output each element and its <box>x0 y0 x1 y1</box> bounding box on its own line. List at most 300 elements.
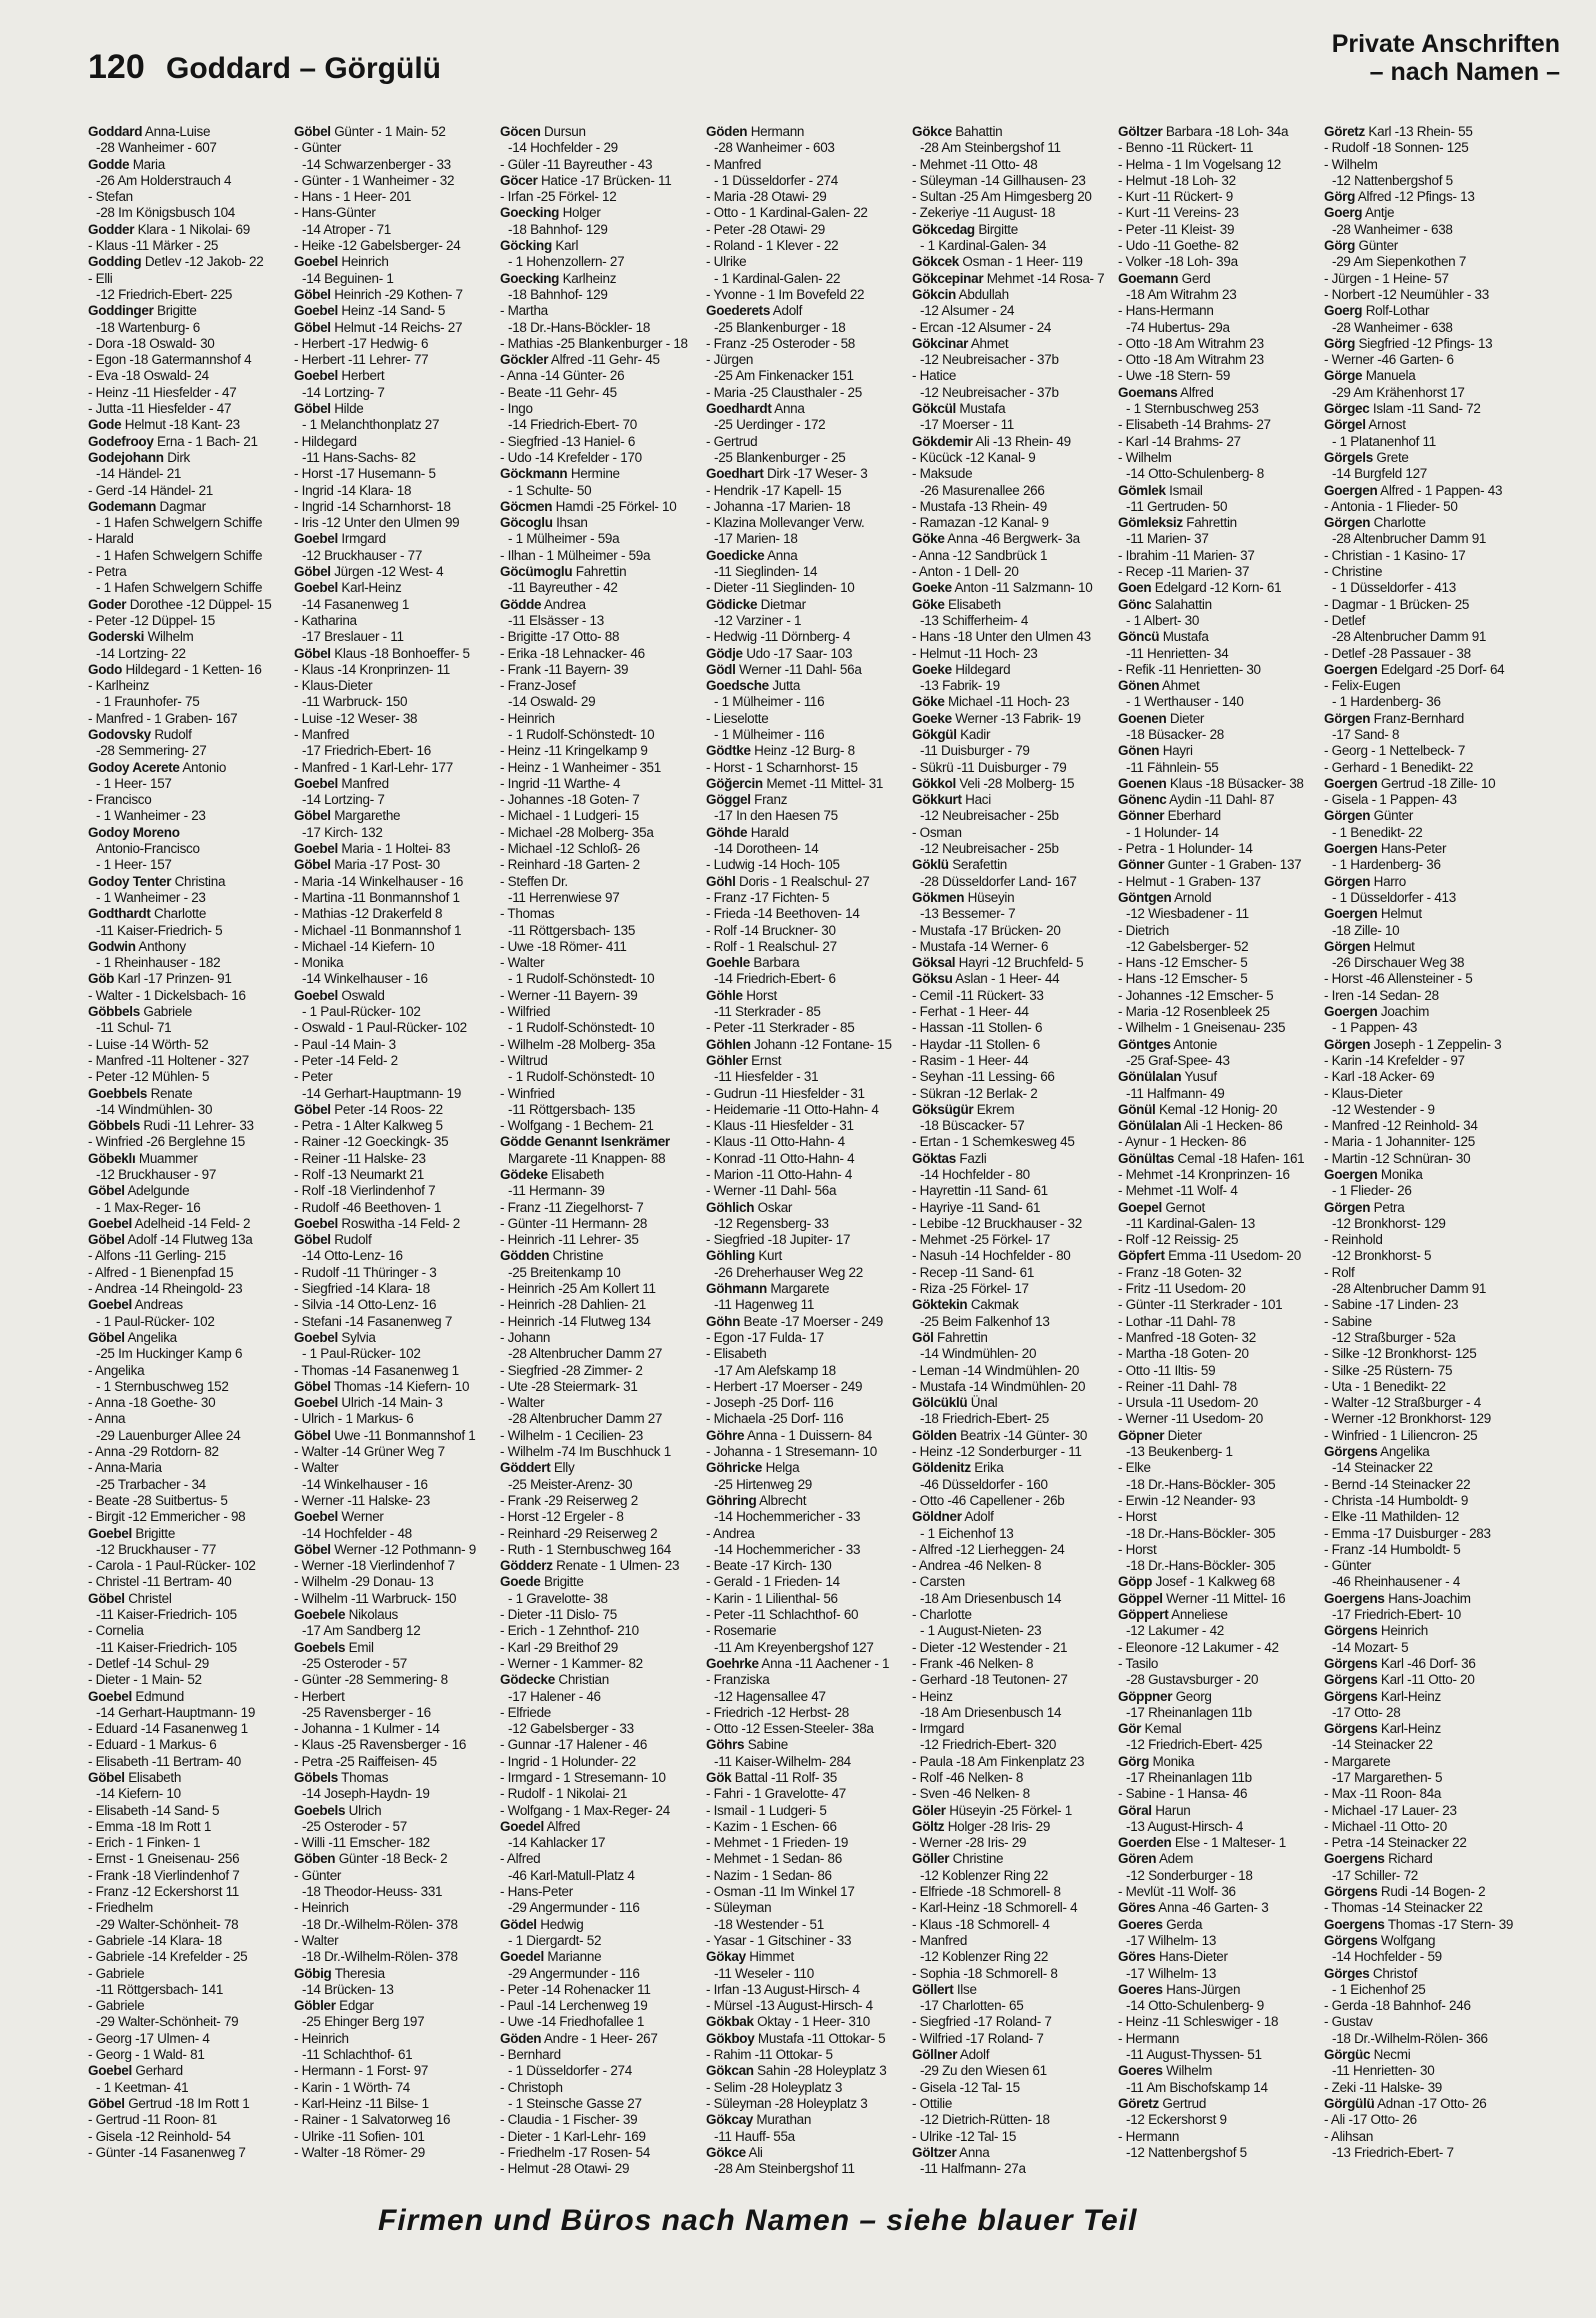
directory-entry: - Maria - 1 Johanniter- 125 <box>1324 1134 1475 1150</box>
directory-entry: -11 Hans-Sachs- 82 <box>302 449 416 465</box>
directory-entry: - 1 Düsseldorfer - 413 <box>1332 580 1456 596</box>
directory-entry: - Hermann <box>1118 2030 1180 2046</box>
directory-entry: - Recep -11 Sand- 61 <box>912 1264 1035 1280</box>
directory-entry: - 1 Rudolf-Schönstedt- 10 <box>508 1069 655 1085</box>
directory-entry: -13 Schifferheim- 4 <box>920 612 1029 628</box>
directory-entry: Goederets Adolf <box>706 303 803 319</box>
directory-entry: - Otto -46 Capellener - 26b <box>912 1492 1065 1508</box>
directory-entry: - Frank -11 Bayern- 39 <box>500 661 629 677</box>
directory-entry: -14 Gerhart-Hauptmann- 19 <box>96 1704 256 1720</box>
directory-entry: - Angelika <box>88 1362 145 1378</box>
directory-entry: Göhring Albrecht <box>706 1492 807 1508</box>
directory-entry: -11 Henrietten- 34 <box>1126 645 1229 661</box>
directory-entry: -11 Kardinal-Galen- 13 <box>1126 1215 1255 1231</box>
directory-entry: - Karl-Heinz -18 Schmorell- 4 <box>912 1900 1078 1916</box>
directory-entry: -46 Rheinhausener - 4 <box>1332 1574 1461 1590</box>
directory-entry: - Gisela - 1 Pappen- 43 <box>1324 792 1457 808</box>
directory-entry: - Anna <box>88 1411 126 1427</box>
directory-entry: Gören Adem <box>1118 1851 1194 1867</box>
directory-entry: - Mustafa -13 Rhein- 49 <box>912 498 1047 514</box>
directory-entry: - Manfred - 1 Graben- 167 <box>88 710 238 726</box>
directory-entry: Gönülalan Yusuf <box>1118 1069 1217 1085</box>
directory-entry: - Mehmet -25 Förkel- 17 <box>912 1232 1050 1248</box>
directory-entry: Görgens Rudi -14 Bogen- 2 <box>1324 1884 1486 1900</box>
directory-entry: -28 Altenbrucher Damm 27 <box>508 1346 663 1362</box>
directory-entry: - Klaus-Dieter <box>294 678 373 694</box>
directory-entry: - Christa -14 Humboldt- 9 <box>1324 1492 1469 1508</box>
directory-entry: Görgec Islam -11 Sand- 72 <box>1324 401 1481 417</box>
directory-entry: -29 Zu den Wiesen 61 <box>920 2063 1047 2079</box>
directory-entry: - 1 Flieder- 26 <box>1332 1183 1412 1199</box>
directory-entry: - 1 Schulte- 50 <box>508 482 592 498</box>
directory-entry: Göldner Adolf <box>912 1509 994 1525</box>
directory-entry: Göler Hüseyin -25 Förkel- 1 <box>912 1802 1072 1818</box>
directory-entry: - Walter <box>500 955 545 971</box>
directory-entry: - Werner -18 Vierlindenhof 7 <box>294 1558 455 1574</box>
directory-entry: - Irfan -25 Förkel- 12 <box>500 189 617 205</box>
directory-entry: Göncü Mustafa <box>1118 629 1209 645</box>
directory-entry: - Rainer - 1 Salvatorweg 16 <box>294 2112 451 2128</box>
directory-entry: - Reiner -11 Dahl- 78 <box>1118 1378 1237 1394</box>
directory-entry: - Egon -17 Fulda- 17 <box>706 1329 824 1345</box>
directory-entry: - Heinrich -11 Lehrer- 35 <box>500 1232 639 1248</box>
directory-entry: - Andrea -14 Rheingold- 23 <box>88 1281 243 1297</box>
directory-entry: Goder Dorothee -12 Düppel- 15 <box>88 596 272 612</box>
directory-entry: - Erwin -12 Neander- 93 <box>1118 1492 1256 1508</box>
directory-entry: Goenen Klaus -18 Büsacker- 38 <box>1118 775 1304 791</box>
directory-entry: - Peter -28 Otawi- 29 <box>706 221 825 237</box>
directory-entry: - Udo -14 Krefelder - 170 <box>500 449 642 465</box>
directory-entry: - Ursula -11 Usedom- 20 <box>1118 1395 1258 1411</box>
directory-entry: Göhre Anna - 1 Duissern- 84 <box>706 1427 872 1443</box>
directory-entry: Göppel Werner -11 Mittel- 16 <box>1118 1590 1286 1606</box>
directory-entry: - Michael -11 Bonmannshof 1 <box>294 922 462 938</box>
directory-entry: - Cornelia <box>88 1623 144 1639</box>
directory-entry: -12 Nattenbergshof 5 <box>1126 2144 1247 2160</box>
directory-entry: - Johann <box>500 1329 551 1345</box>
directory-entry: - Rosemarie <box>706 1623 777 1639</box>
directory-entry: - Walter -18 Römer- 29 <box>294 2144 425 2160</box>
directory-entry: - Frank -29 Reiserweg 2 <box>500 1492 638 1508</box>
directory-entry: - Reinhard -18 Garten- 2 <box>500 857 640 873</box>
directory-entry: - Ali -17 Otto- 26 <box>1324 2112 1417 2128</box>
directory-entry: - Wilfried -17 Roland- 7 <box>912 2030 1044 2046</box>
directory-entry: -14 Hochfelder - 48 <box>302 1525 412 1541</box>
directory-entry: Göden Hermann <box>706 124 805 139</box>
directory-entry: Godoy Acerete Antonio <box>88 759 227 775</box>
directory-entry: - Alfred -12 Lierheggen- 24 <box>912 1541 1065 1557</box>
directory-entry: Goebel Sylvia <box>294 1329 376 1345</box>
directory-entry: - Emma -17 Duisburger - 283 <box>1324 1525 1491 1541</box>
directory-entry: Göhlich Oskar <box>706 1199 793 1215</box>
directory-entry: Göretz Karl -13 Rhein- 55 <box>1324 124 1473 139</box>
directory-entry: - Sükran -12 Berlak- 2 <box>912 1085 1038 1101</box>
directory-entry: - Rolf -12 Reissig- 25 <box>1118 1232 1239 1248</box>
directory-entry: -12 Friedrich-Ebert- 425 <box>1126 1737 1263 1753</box>
directory-entry: Gökdemir Ali -13 Rhein- 49 <box>912 433 1071 449</box>
directory-entry: -17 In den Haesen 75 <box>714 808 838 824</box>
directory-entry: -11 Kaiser-Friedrich- 105 <box>96 1639 237 1655</box>
directory-entry: - Peter -12 Düppel- 15 <box>88 612 215 628</box>
directory-entry: - 1 Rudolf-Schönstedt- 10 <box>508 971 655 987</box>
directory-entry: - Herbert -11 Lehrer- 77 <box>294 352 429 368</box>
directory-entry: - Franz -25 Osteroder - 58 <box>706 335 856 351</box>
directory-entry: - Rolf -14 Bruckner- 30 <box>706 922 836 938</box>
directory-entry: Goecking Holger <box>500 205 601 221</box>
directory-entry: - Wolfgang - 1 Bechem- 21 <box>500 1118 654 1134</box>
directory-entry: Göbbels Gabriele <box>88 1004 192 1020</box>
directory-entry: - Andrea <box>706 1525 755 1541</box>
directory-entry: - Elisabeth -14 Sand- 5 <box>88 1802 220 1818</box>
directory-entry: - Dieter - 1 Main- 52 <box>88 1672 202 1688</box>
directory-entry: - Heinz -11 Kringelkamp 9 <box>500 743 648 759</box>
directory-entry: Göllert Ilse <box>912 1981 977 1997</box>
directory-entry: - Hayriye -11 Sand- 61 <box>912 1199 1041 1215</box>
directory-entry: - Roland - 1 Klever - 22 <box>706 238 839 254</box>
directory-entry: Gönner Eberhard <box>1118 808 1221 824</box>
directory-entry: - 1 Steinsche Gasse 27 <box>508 2095 642 2111</box>
directory-entry: - Lebibe -12 Bruckhauser - 32 <box>912 1215 1082 1231</box>
directory-entry: - Lieselotte <box>706 710 769 726</box>
directory-entry: - Irmgard - 1 Stresemann- 10 <box>500 1769 666 1785</box>
directory-entry: - Johanna -17 Marien- 18 <box>706 498 851 514</box>
directory-entry: Gönc Salahattin <box>1118 596 1212 612</box>
directory-entry: -17 Am Sandberg 12 <box>302 1623 421 1639</box>
directory-entry: Goebel Karl-Heinz <box>294 580 402 596</box>
directory-entry: Gödtke Heinz -12 Burg- 8 <box>706 743 855 759</box>
directory-entry: Göhler Ernst <box>706 1052 782 1068</box>
directory-entry: Goedicke Anna <box>706 547 798 563</box>
directory-entry: -25 Ehinger Berg 197 <box>302 2014 425 2030</box>
directory-entry: Göbel Gertrud -18 Im Rott 1 <box>88 2095 250 2111</box>
directory-entry: -11 Röttgersbach- 135 <box>508 922 636 938</box>
directory-entry: - Klaus -11 Hiesfelder - 31 <box>706 1118 854 1134</box>
directory-entry: Göcoglu Ihsan <box>500 515 588 531</box>
directory-entry: - Ramazan -12 Kanal- 9 <box>912 515 1049 531</box>
directory-entry: - Klaus -11 Märker - 25 <box>88 238 219 254</box>
directory-entry: - Walter -14 Grüner Weg 7 <box>294 1444 445 1460</box>
directory-entry: - Seyhan -11 Lessing- 66 <box>912 1069 1055 1085</box>
directory-entry: - Dagmar - 1 Brücken- 25 <box>1324 596 1470 612</box>
directory-entry: - Michael - 1 Ludgeri- 15 <box>500 808 639 824</box>
directory-entry: - Wilfried <box>500 1004 551 1020</box>
directory-entry: -17 Breslauer - 11 <box>302 629 404 645</box>
directory-entry: Görgülü Adnan -17 Otto- 26 <box>1324 2095 1487 2111</box>
directory-entry: - Martin -12 Schnüran- 30 <box>1324 1150 1471 1166</box>
directory-entry: -11 Kaiser-Friedrich- 105 <box>96 1607 237 1623</box>
directory-entry: - Ingrid - 1 Holunder- 22 <box>500 1753 636 1769</box>
directory-entry: - Margarete <box>1324 1753 1391 1769</box>
directory-entry: -11 Sterkrader - 85 <box>714 1004 821 1020</box>
directory-entry: - Michael -11 Otto- 20 <box>1324 1818 1447 1834</box>
directory-entry: Göbel Jürgen -12 West- 4 <box>294 564 444 580</box>
directory-entry: Gör Kemal <box>1118 1721 1182 1737</box>
directory-entry: - Franziska <box>706 1672 770 1688</box>
directory-entry: - Manfred - 1 Karl-Lehr- 177 <box>294 759 453 775</box>
directory-entry: - 1 Keetman- 41 <box>96 2079 189 2095</box>
directory-entry: Gode Helmut -18 Kant- 23 <box>88 417 240 433</box>
directory-entry: - Hendrik -17 Kapell- 15 <box>706 482 842 498</box>
directory-entry: Goergen Edelgard -25 Dorf- 64 <box>1324 661 1505 677</box>
directory-entry: - Werner -11 Usedom- 20 <box>1118 1411 1263 1427</box>
directory-entry: - Sabine - 1 Hansa- 46 <box>1118 1786 1248 1802</box>
directory-entry: -14 Otto-Lenz- 16 <box>302 1248 403 1264</box>
directory-entry: -25 Osteroder - 57 <box>302 1655 407 1671</box>
directory-entry: Göbeklı Muammer <box>88 1150 198 1166</box>
directory-entry: Göhde Harald <box>706 824 789 840</box>
directory-entry: Göbel Margarethe <box>294 808 401 824</box>
directory-entry: - 1 Düsseldorfer - 274 <box>714 172 838 188</box>
directory-entry: Goerg Rolf-Lothar <box>1324 303 1430 319</box>
directory-entry: -14 Brücken- 13 <box>302 1981 394 1997</box>
directory-entry: - Thomas -14 Fasanenweg 1 <box>294 1362 459 1378</box>
directory-entry: - Joseph -25 Dorf- 116 <box>706 1395 834 1411</box>
directory-entry: Göhmann Margarete <box>706 1281 830 1297</box>
directory-entry: Göbel Elisabeth <box>88 1769 182 1785</box>
directory-entry: - Peter -14 Feld- 2 <box>294 1052 398 1068</box>
directory-entry: Görgen Joseph - 1 Zeppelin- 3 <box>1324 1036 1502 1052</box>
directory-entry: - Gerd -14 Händel- 21 <box>88 482 214 498</box>
directory-entry: Görgens Karl-Heinz <box>1324 1688 1441 1704</box>
directory-entry: - 1 Hardenberg- 36 <box>1332 857 1441 873</box>
directory-entry: - Mehmet -14 Kronprinzen- 16 <box>1118 1167 1290 1182</box>
directory-entry: Gömlek Ismail <box>1118 482 1203 498</box>
directory-entry: - 1 Platanenhof 11 <box>1332 433 1436 449</box>
directory-entry: - Dieter -11 Sieglinden- 10 <box>706 580 855 596</box>
directory-entry: -13 Fabrik- 19 <box>920 678 1000 694</box>
directory-entry: - 1 Werthauser - 140 <box>1126 694 1244 710</box>
directory-entry: -11 Kaiser-Friedrich- 5 <box>96 922 223 938</box>
directory-entry: Göbel Helmut -14 Reichs- 27 <box>294 319 463 335</box>
directory-entry: - Siegfried -14 Klara- 18 <box>294 1281 430 1297</box>
directory-entry: -11 Bayreuther - 42 <box>508 580 618 596</box>
directory-entry: -13 August-Hirsch- 4 <box>1126 1818 1244 1834</box>
directory-entry: - Detlef -14 Schul- 29 <box>88 1655 209 1671</box>
directory-entry: - 1 Diergardt- 52 <box>508 1932 602 1948</box>
directory-entry: - Anton - 1 Dell- 20 <box>912 564 1019 580</box>
directory-entry: - Gertrud <box>706 433 758 449</box>
directory-entry: Gömleksiz Fahrettin <box>1118 515 1237 531</box>
directory-entry: - Otto - 1 Kardinal-Galen- 22 <box>706 205 868 221</box>
directory-entry: -14 Kiefern- 10 <box>96 1786 181 1802</box>
directory-entry: Görgens Karl-Heinz <box>1324 1721 1441 1737</box>
directory-entry: Goergen Gertrud -18 Zille- 10 <box>1324 775 1496 791</box>
directory-entry: -28 Im Königsbusch 104 <box>96 205 235 221</box>
directory-entry: -14 Hochfelder - 29 <box>508 140 618 156</box>
directory-entry: - Bernd -14 Steinacker 22 <box>1324 1476 1471 1492</box>
directory-entry: Gökbak Oktay - 1 Heer- 310 <box>706 2014 871 2030</box>
directory-entry: -12 Neubreisacher - 25b <box>920 841 1059 857</box>
directory-entry: Görgen Helmut <box>1324 938 1415 954</box>
directory-entry: - 1 Düsseldorfer - 413 <box>1332 889 1456 905</box>
directory-entry: - Carsten <box>912 1574 965 1590</box>
directory-entry: Göben Günter -18 Beck- 2 <box>294 1851 448 1867</box>
directory-entry: Göbel Hilde <box>294 401 364 417</box>
directory-entry: - Heidemarie -11 Otto-Hahn- 4 <box>706 1101 879 1117</box>
directory-entry: -18 Wartenburg- 6 <box>96 319 200 335</box>
directory-entry: - Karin -14 Krefelder - 97 <box>1324 1052 1465 1068</box>
directory-entry: Görgens Karl -46 Dorf- 36 <box>1324 1655 1476 1671</box>
directory-entry: - Süleyman -28 Holeyplatz 3 <box>706 2095 868 2111</box>
directory-entry: -28 Düsseldorfer Land- 167 <box>920 873 1077 889</box>
directory-entry: - Marion -11 Otto-Hahn- 4 <box>706 1167 853 1182</box>
directory-entry: - Mathias -25 Blankenburger - 18 <box>500 335 688 351</box>
directory-entry: -18 Westender - 51 <box>714 1916 824 1932</box>
directory-entry: - Werner -11 Bayern- 39 <box>500 987 638 1003</box>
directory-entry: - Martha <box>500 303 548 319</box>
directory-entry: - Franz -18 Goten- 32 <box>1118 1264 1242 1280</box>
directory-entry: - 1 Pappen- 43 <box>1332 1020 1418 1036</box>
directory-entry: - Horst <box>1118 1509 1157 1525</box>
directory-entry: -18 Dr.-Hans-Böckler- 18 <box>508 319 651 335</box>
directory-entry: - Ismail - 1 Ludgeri- 5 <box>706 1802 827 1818</box>
directory-entry: -14 Dorotheen- 14 <box>714 841 819 857</box>
directory-entry: -11 Schul- 71 <box>96 1020 172 1036</box>
directory-entry: - Friedhelm -17 Rosen- 54 <box>500 2144 651 2160</box>
directory-entry: - Christian - 1 Kasino- 17 <box>1324 547 1466 563</box>
directory-entry: -14 Lortzing- 22 <box>96 645 186 661</box>
directory-entry: Gödel Hedwig <box>500 1916 584 1932</box>
directory-entry: - Konrad -11 Otto-Hahn- 4 <box>706 1150 855 1166</box>
directory-entry: Gökboy Mustafa -11 Ottokar- 5 <box>706 2030 886 2046</box>
directory-entry: Görgels Grete <box>1324 449 1409 465</box>
directory-entry: -18 Büsacker- 28 <box>1126 726 1224 742</box>
directory-entry: - Petra -14 Steinacker 22 <box>1324 1835 1467 1851</box>
directory-entry: - Alfons -11 Gerling- 215 <box>88 1248 226 1264</box>
directory-entry: - Walter <box>294 1932 339 1948</box>
directory-entry: - Klaus -25 Ravensberger - 16 <box>294 1737 467 1753</box>
directory-entry: Goedsche Jutta <box>706 678 801 694</box>
directory-entry: -28 Wanheimer - 607 <box>96 140 217 156</box>
directory-entry: - Steffen Dr. <box>500 873 568 889</box>
directory-entry: - Dieter -12 Westender - 21 <box>912 1639 1068 1655</box>
directory-entry: Görgen Charlotte <box>1324 515 1426 531</box>
directory-entry: Göksügür Ekrem <box>912 1101 1015 1117</box>
directory-entry: - 1 Sternbuschweg 253 <box>1126 401 1259 417</box>
directory-column-3 <box>500 124 696 2184</box>
directory-entry: - Alfred <box>500 1851 541 1867</box>
directory-entry: - Heinrich -14 Flutweg 134 <box>500 1313 651 1329</box>
directory-entry: - Petra -25 Raiffeisen- 45 <box>294 1753 437 1769</box>
directory-entry: - Otto -18 Am Witrahm 23 <box>1118 335 1264 351</box>
directory-entry: Göbler Edgar <box>294 1998 374 2014</box>
directory-entry: Gönen Hayri <box>1118 743 1193 759</box>
directory-entry: Gökce Bahattin <box>912 124 1003 139</box>
directory-entry: - 1 Wanheimer - 23 <box>96 808 206 824</box>
directory-entry: -14 Winkelhauser - 16 <box>302 971 428 987</box>
directory-entry: -11 Halfmann- 49 <box>1126 1085 1225 1101</box>
directory-entry: - Maksude <box>912 466 973 482</box>
directory-entry: - Horst -12 Ergeler - 8 <box>500 1509 624 1525</box>
directory-entry: Goebel Brigitte <box>88 1525 176 1541</box>
section-title <box>1332 30 1560 86</box>
directory-entry: - Siegfried -13 Haniel- 6 <box>500 433 636 449</box>
directory-entry: -18 Am Witrahm 23 <box>1126 286 1237 302</box>
directory-entry: - Herbert <box>294 1688 345 1704</box>
directory-entry: - Uwe -14 Friedhofallee 1 <box>500 2014 645 2030</box>
directory-entry: - Gudrun -11 Hiesfelder - 31 <box>706 1085 865 1101</box>
directory-entry: - Heinz -11 Schleswiger - 18 <box>1118 2014 1279 2030</box>
directory-entry: -11 Hauff- 55a <box>714 2128 795 2144</box>
directory-entry: - Günter -28 Semmering- 8 <box>294 1672 448 1688</box>
directory-entry: Göpp Josef - 1 Kalkweg 68 <box>1118 1574 1275 1590</box>
directory-entry: - Karl -29 Breithof 29 <box>500 1639 618 1655</box>
directory-entry: Göksu Aslan - 1 Heer- 44 <box>912 971 1060 987</box>
directory-entry: - Thomas -14 Steinacker 22 <box>1324 1900 1483 1916</box>
directory-entry: - Heinrich -28 Dahlien- 21 <box>500 1297 647 1313</box>
directory-entry: - 1 Kardinal-Galen- 22 <box>714 270 841 286</box>
directory-entry: -17 Friedrich-Ebert- 16 <box>302 743 431 759</box>
directory-entry: - Gerhard -18 Teutonen- 27 <box>912 1672 1068 1688</box>
directory-entry: - Mehmet - 1 Sedan- 86 <box>706 1851 842 1867</box>
directory-entry: Göktas Fazli <box>912 1150 987 1166</box>
directory-entry: - Kurt -11 Vereins- 23 <box>1118 205 1239 221</box>
directory-entry: - Rolf - 1 Realschul- 27 <box>706 938 837 954</box>
directory-entry: -14 Windmühlen- 30 <box>96 1101 213 1117</box>
directory-entry: - Peter -14 Rohenacker 11 <box>500 1981 651 1997</box>
directory-entry: -25 Trarbacher - 34 <box>96 1476 206 1492</box>
directory-entry: Görg Siegfried -12 Pfings- 13 <box>1324 335 1493 351</box>
directory-entry: - Sophia -18 Schmorell- 8 <box>912 1965 1058 1981</box>
directory-entry: Göpner Dieter <box>1118 1427 1202 1443</box>
directory-entry: Göres Hans-Dieter <box>1118 1949 1228 1965</box>
directory-entry: - Rolf -13 Neumarkt 21 <box>294 1167 424 1182</box>
directory-entry: Görgens Angelika <box>1324 1444 1430 1460</box>
directory-entry: -14 Lortzing- 7 <box>302 384 385 400</box>
directory-entry: - Maria -12 Rosenbleek 25 <box>1118 1004 1270 1020</box>
directory-entry: - Rolf <box>1324 1264 1355 1280</box>
directory-entry: - Elisabeth -11 Bertram- 40 <box>88 1753 241 1769</box>
directory-entry: -28 Altenbrucher Damm 91 <box>1332 531 1487 547</box>
directory-entry: -11 Schlachthof- 61 <box>302 2047 413 2063</box>
directory-entry: -17 Margarethen- 5 <box>1332 1769 1443 1785</box>
directory-entry: - Eduard - 1 Markus- 6 <box>88 1737 217 1753</box>
directory-entry: - Rahim -11 Ottokar- 5 <box>706 2047 833 2063</box>
directory-entry: - Silke -12 Bronkhorst- 125 <box>1324 1346 1477 1362</box>
directory-entry: Gökay Himmet <box>706 1949 794 1965</box>
directory-entry: -14 Friedrich-Ebert- 70 <box>508 417 637 433</box>
directory-entry: -11 Henrietten- 30 <box>1332 2063 1435 2079</box>
directory-entry: - Michael -17 Lauer- 23 <box>1324 1802 1457 1818</box>
directory-entry: Görg Alfred -12 Pfings- 13 <box>1324 189 1475 205</box>
directory-entry: - Ulrike -11 Sofien- 101 <box>294 2128 425 2144</box>
directory-entry: - Martha -18 Goten- 20 <box>1118 1346 1249 1362</box>
directory-entry: - Helmut -28 Otawi- 29 <box>500 2161 630 2177</box>
directory-entry: - Mustafa -14 Windmühlen- 20 <box>912 1378 1086 1394</box>
directory-entry: -28 Gustavsburger - 20 <box>1126 1672 1259 1688</box>
directory-entry: - Eleonore -12 Lakumer - 42 <box>1118 1639 1279 1655</box>
directory-entry: - Silvia -14 Otto-Lenz- 16 <box>294 1297 437 1313</box>
directory-entry: - Elisabeth <box>706 1346 767 1362</box>
directory-entry: - Ulrich - 1 Markus- 6 <box>294 1411 414 1427</box>
directory-entry: - Fahri - 1 Gravelotte- 47 <box>706 1786 847 1802</box>
directory-entry: - Anna -14 Günter- 26 <box>500 368 625 384</box>
directory-entry: - Manfred -18 Goten- 32 <box>1118 1329 1256 1345</box>
directory-entry: - Ludwig -14 Hoch- 105 <box>706 857 840 873</box>
directory-entry: - Silke -25 Rüstern- 75 <box>1324 1362 1453 1378</box>
directory-entry: - Friedrich -12 Herbst- 28 <box>706 1704 849 1720</box>
directory-entry: Göbel Maria -17 Post- 30 <box>294 857 440 873</box>
directory-entry: - Ruth - 1 Sternbuschweg 164 <box>500 1541 671 1557</box>
directory-entry: Goedhardt Anna <box>706 401 805 417</box>
directory-entry: -28 Wanheimer - 638 <box>1332 221 1453 237</box>
directory-entry: -28 Am Steinbergshof 11 <box>920 140 1061 156</box>
directory-entry: Göke Elisabeth <box>912 596 1001 612</box>
directory-entry: Goddinger Brigitte <box>88 303 197 319</box>
directory-entry: - Jutta -11 Hiesfelder - 47 <box>88 401 232 417</box>
directory-entry: -12 Lakumer - 42 <box>1126 1623 1224 1639</box>
directory-entry: - Birgit -12 Emmericher - 98 <box>88 1509 246 1525</box>
